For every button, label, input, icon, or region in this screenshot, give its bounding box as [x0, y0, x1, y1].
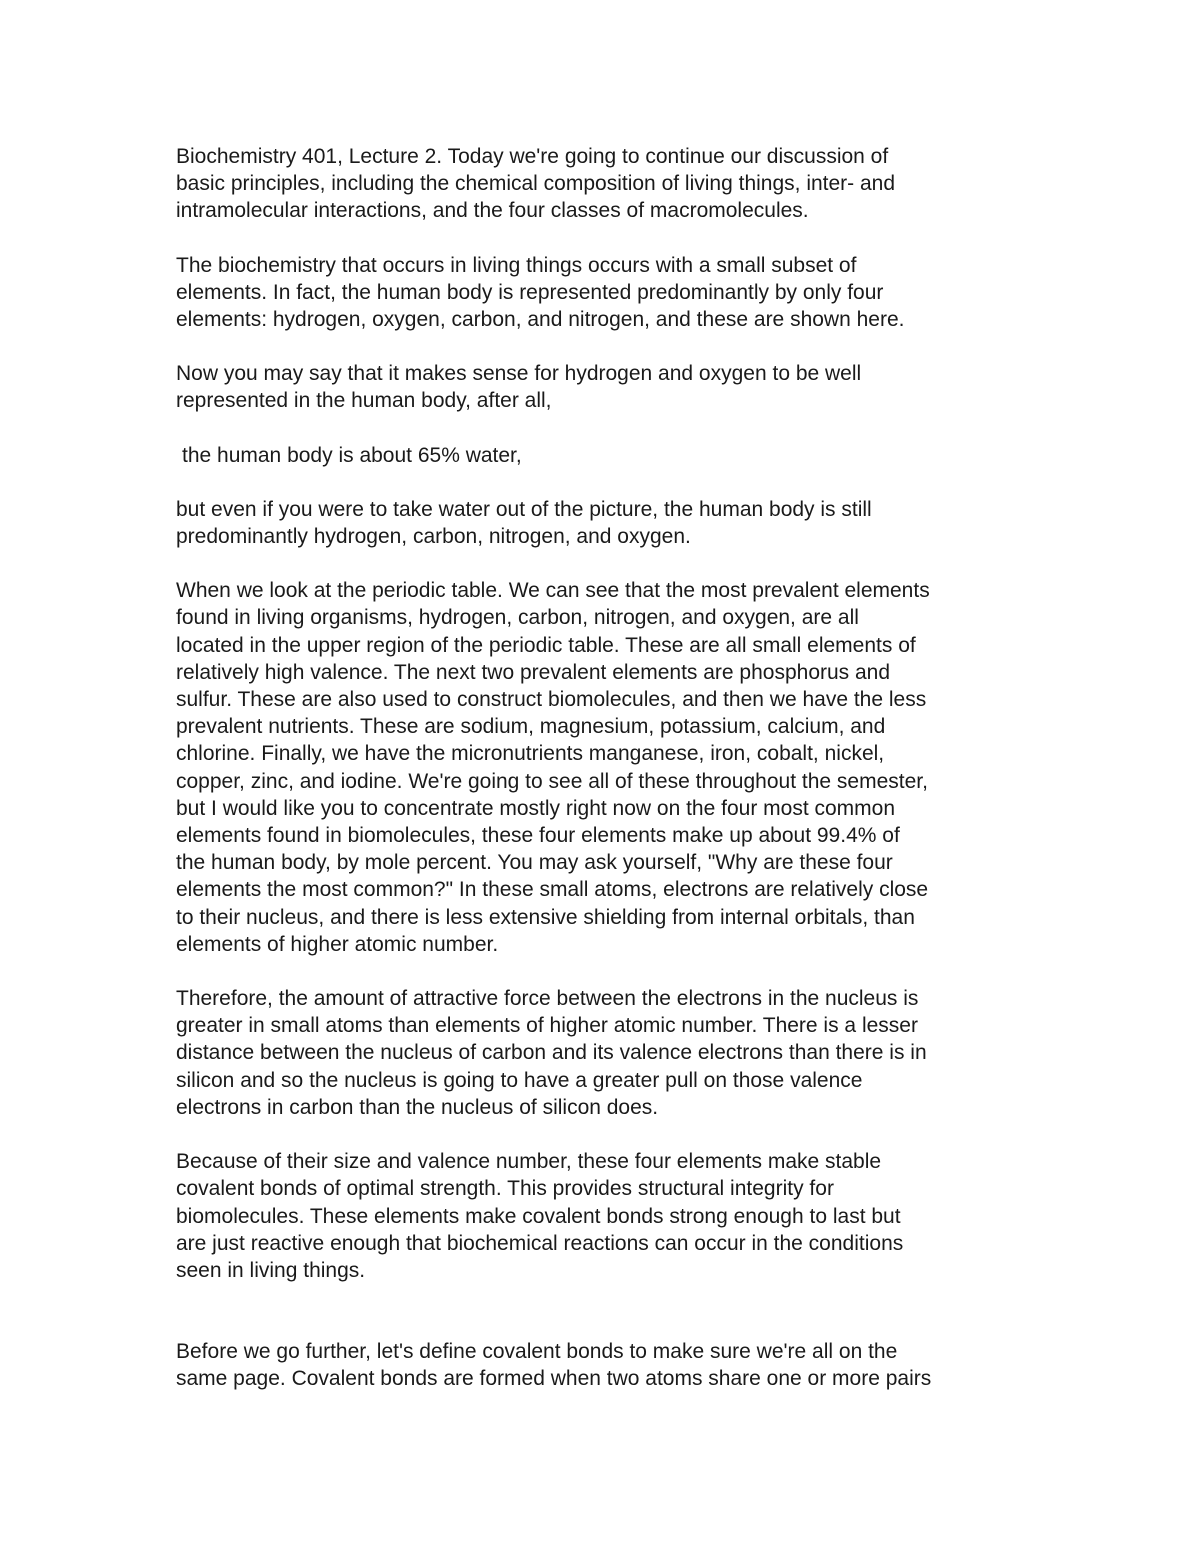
- paragraph-attractive-force: Therefore, the amount of attractive force between the electrons in the nucleus is greater in small atoms than elements of higher atomic number. There is a lesser distance between the nucleus of carbon and its valence electrons than there is in silicon and so the nucleus is going to have a greater pull on those valence electrons in carbon than the nucleus of silicon does.: [176, 987, 927, 1119]
- paragraph-intro: Biochemistry 401, Lecture 2. Today we're going to continue our discussion of basic principles, including the chemical composition of living things, inter- and intramolecular interactions, and the four classes of macromolecules.: [176, 145, 896, 223]
- paragraph-hydrogen-oxygen: Now you may say that it makes sense for hydrogen and oxygen to be well represented in the human body, after all,: [176, 362, 862, 413]
- paragraph-without-water: but even if you were to take water out of the picture, the human body is still predominantly hydrogen, carbon, nitrogen, and oxygen.: [176, 497, 872, 549]
- paragraph-covalent-strength: Because of their size and valence number, these four elements make stable covalent bonds of optimal strength. This provides structural integrity for biomolecules. These elements make covalent bonds strong enough to last but are just reactive enough that biochemical reactions can occur in the conditions seen in living things.: [176, 1150, 904, 1282]
- paragraph-periodic-table: When we look at the periodic table. We can see that the most prevalent elements found in living organisms, hydrogen, carbon, nitrogen, and oxygen, are all located in the upper region of the periodic table. These are all small elements of relatively high valence. The next two prevalent elements are phosphorus and sulfur. These are also used to construct biomolecules, and then we have the less prevalent nutrients. These are sodium, magnesium, potassium, calcium, and chlorine. Finally, we have the micronutrients manganese, iron, cobalt, nickel, copper, zinc, and iodine. We're going to see all of these throughout the semester, but I would like you to concentrate mostly right now on the four most common elements found in biomolecules, these four elements make up about 99.4% of the human body, by mole percent. You may ask yourself, "Why are these four elements the most common?" In these small atoms, electrons are relatively close to their nucleus, and there is less extensive shielding from internal orbitals, than elements of higher atomic number.: [176, 579, 930, 956]
- paragraph-covalent-definition: Before we go further, let's define covalent bonds to make sure we're all on the same page. Covalent bonds are formed when two atoms share one or more pairs: [176, 1340, 932, 1391]
- document-body: [176, 143, 1036, 1420]
- paragraph-elements: The biochemistry that occurs in living things occurs with a small subset of elements. In fact, the human body is represented predominantly by only four elements: hydrogen, oxygen, carbon, and nitrogen, and these are shown here.: [176, 253, 905, 332]
- paragraph-water: the human body is about 65% water,: [182, 443, 522, 467]
